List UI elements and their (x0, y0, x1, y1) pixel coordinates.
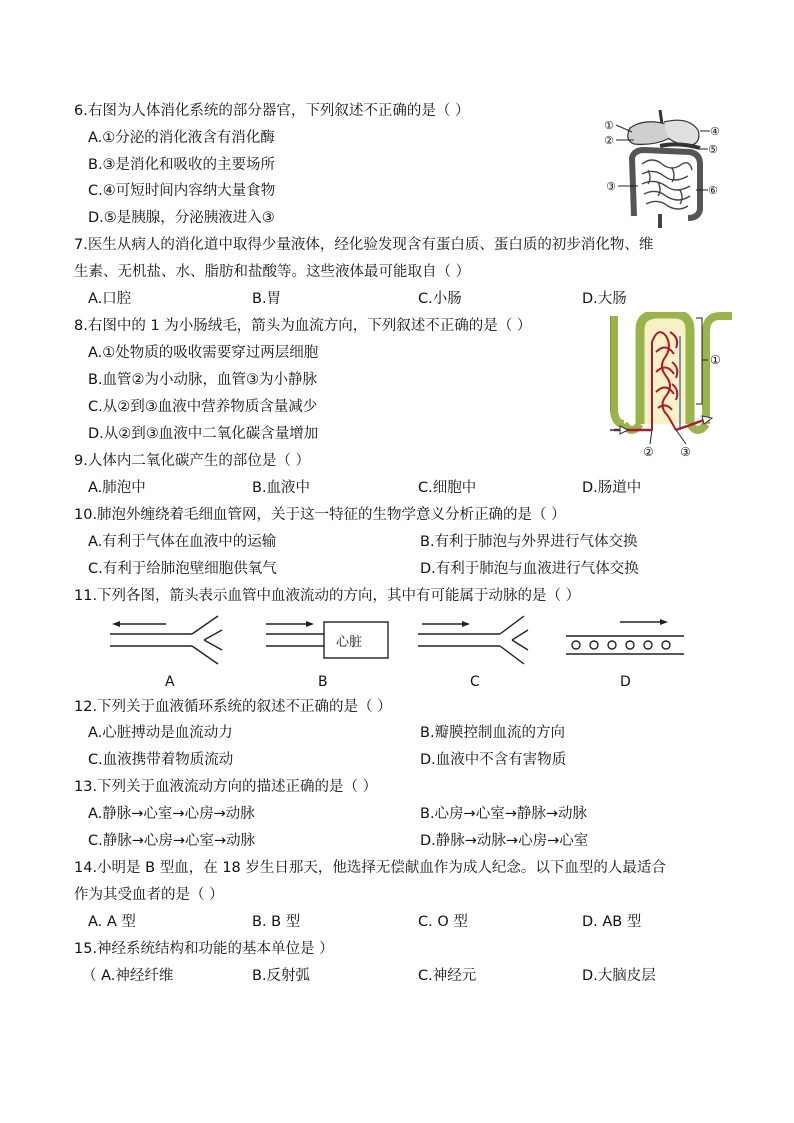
q6-label-2: ② (604, 134, 614, 147)
q9-option-b: B.血液中 (252, 480, 311, 496)
q13-option-a: A.静脉→心室→心房→动脉 (88, 806, 255, 822)
q14-option-b: B. B 型 (252, 914, 301, 930)
q8-option-d: D.从②到③血液中二氧化碳含量增加 (88, 426, 319, 442)
q7-stem-line2: 生素、无机盐、水、脂肪和盐酸等。这些液体最可能取自（ ） (74, 264, 471, 280)
q6-label-5: ⑤ (708, 143, 718, 156)
q8-option-c: C.从②到③血液中营养物质含量减少 (88, 399, 318, 415)
q11-heart-box-label: 心脏 (336, 635, 363, 650)
q12-option-a: A.心脏搏动是血流动力 (88, 725, 233, 741)
q10-stem: 10.肺泡外缠绕着毛细血管网，关于这一特征的生物学意义分析正确的是（ ） (74, 507, 566, 523)
q15-option-c: C.神经元 (418, 968, 477, 984)
q14-stem-line1: 14.小明是 B 型血，在 18 岁生日那天，他选择无偿献血作为成人纪念。以下血型的人最适合 (74, 860, 666, 876)
q13-stem: 13.下列关于血液流动方向的描述正确的是（ ） (74, 779, 378, 795)
q10-option-b: B.有利于肺泡与外界进行气体交换 (420, 534, 638, 550)
q9-option-c: C.细胞中 (418, 480, 477, 496)
q9-stem: 9.人体内二氧化碳产生的部位是（ ） (74, 453, 310, 469)
q7-option-d: D.大肠 (582, 291, 627, 307)
q8-stem: 8.右图中的 1 为小肠绒毛，箭头为血流方向，下列叙述不正确的是（ ） (74, 318, 532, 334)
q7-option-a: A.口腔 (88, 291, 132, 307)
q11-vessel-figures (100, 610, 700, 670)
q8-option-b: B.血管②为小动脉，血管③为小静脉 (88, 372, 318, 388)
q6-label-1: ① (604, 119, 614, 132)
q9-option-a: A.肺泡中 (88, 480, 146, 496)
q6-option-a: A.①分泌的消化液含有消化酶 (88, 130, 275, 146)
q6-label-4: ④ (710, 125, 720, 138)
q11-caption-a: A (165, 674, 175, 690)
q10-option-d: D.有利于肺泡与血液进行气体交换 (420, 561, 639, 577)
q13-option-b: B.心房→心室→静脉→动脉 (420, 806, 588, 822)
q14-option-c: C. O 型 (418, 914, 468, 930)
q8-option-a: A.①处物质的吸收需要穿过两层细胞 (88, 345, 319, 361)
q14-stem-line2: 作为其受血者的是（ ） (74, 887, 224, 903)
q13-option-c: C.静脉→心房→心室→动脉 (88, 833, 256, 849)
q11-caption-c: C (470, 674, 480, 690)
q10-option-a: A.有利于气体在血液中的运输 (88, 534, 277, 550)
q11-caption-b: B (318, 674, 328, 690)
q14-option-d: D. AB 型 (582, 914, 642, 930)
q6-option-d: D.⑤是胰腺，分泌胰液进入③ (88, 210, 275, 226)
q11-stem: 11.下列各图，箭头表示血管中血液流动的方向，其中有可能属于动脉的是（ ） (74, 588, 581, 604)
q8-label-3: ③ (680, 445, 691, 458)
q6-option-c: C.④可短时间内容纳大量食物 (88, 183, 276, 199)
q12-option-d: D.血液中不含有害物质 (420, 752, 567, 768)
q10-option-c: C.有利于给肺泡壁细胞供氧气 (88, 561, 277, 577)
villus-figure (610, 312, 734, 458)
q7-option-c: C.小肠 (418, 291, 462, 307)
q7-option-b: B.胃 (252, 291, 282, 307)
q12-option-b: B.瓣膜控制血流的方向 (420, 725, 566, 741)
q13-option-d: D.静脉→动脉→心房→心室 (420, 833, 589, 849)
q15-stem: 15.神经系统结构和功能的基本单位是 ） (74, 941, 334, 957)
q12-stem: 12.下列关于血液循环系统的叙述不正确的是（ ） (74, 699, 392, 715)
q9-option-d: D.肠道中 (582, 480, 642, 496)
q15-option-a: （ A.神经纤维 (82, 968, 174, 984)
q6-label-6: ⑥ (708, 184, 718, 197)
q8-label-1: ① (710, 353, 721, 367)
q11-caption-d: D (620, 674, 631, 690)
q15-option-b: B.反射弧 (252, 968, 311, 984)
digestive-system-figure (604, 110, 730, 230)
q7-stem-line1: 7.医生从病人的消化道中取得少量液体，经化验发现含有蛋白质、蛋白质的初步消化物、维 (74, 237, 654, 253)
q15-option-d: D.大脑皮层 (582, 968, 656, 984)
q6-label-3: ③ (606, 180, 616, 193)
q12-option-c: C.血液携带着物质流动 (88, 752, 234, 768)
q6-stem: 6.右图为人体消化系统的部分器官，下列叙述不正确的是（ ） (74, 103, 470, 119)
q6-option-b: B.③是消化和吸收的主要场所 (88, 157, 276, 173)
q14-option-a: A. A 型 (88, 914, 136, 930)
q8-label-2: ② (643, 445, 654, 458)
